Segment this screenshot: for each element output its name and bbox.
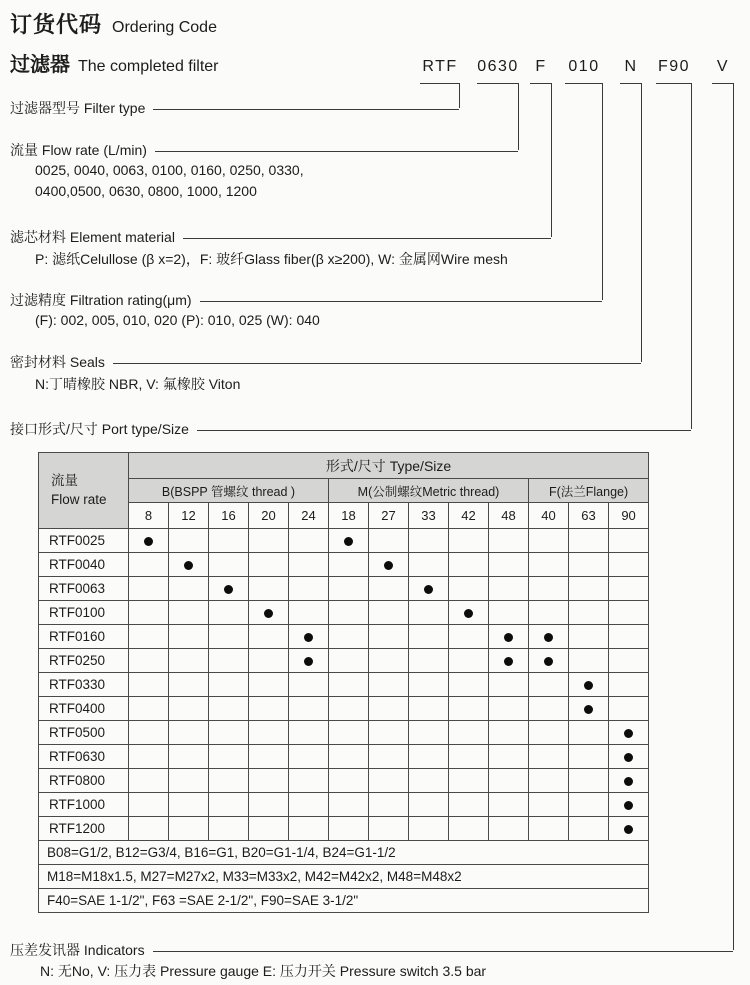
dot-cell bbox=[569, 697, 609, 721]
label-row-indicators bbox=[10, 940, 733, 960]
table-row bbox=[39, 793, 649, 817]
size-header: 8 bbox=[129, 503, 169, 529]
dot-cell bbox=[329, 625, 369, 649]
dot-cell bbox=[369, 673, 409, 697]
seals-detail: N:丁晴橡胶 NBR, V: 氟橡胶 Viton bbox=[35, 376, 241, 392]
dot-cell bbox=[289, 745, 329, 769]
dot-cell bbox=[449, 577, 489, 601]
availability-dot bbox=[384, 561, 393, 570]
dot-cell bbox=[569, 817, 609, 841]
dot-cell bbox=[569, 577, 609, 601]
dot-cell bbox=[329, 721, 369, 745]
dot-cell bbox=[369, 697, 409, 721]
dot-cell bbox=[409, 673, 449, 697]
dot-cell bbox=[489, 601, 529, 625]
availability-dot bbox=[184, 561, 193, 570]
size-header: 12 bbox=[169, 503, 209, 529]
subtitle-zh: 过滤器 bbox=[10, 54, 70, 76]
dot-cell bbox=[529, 601, 569, 625]
availability-dot bbox=[304, 657, 313, 666]
label-row-port bbox=[10, 419, 691, 439]
dot-cell bbox=[409, 529, 449, 553]
model-cell: RTF0400 bbox=[39, 697, 129, 721]
connector-line-indicators bbox=[733, 84, 734, 950]
dot-cell bbox=[249, 553, 289, 577]
dot-cell bbox=[529, 817, 569, 841]
dot-cell bbox=[209, 769, 249, 793]
dot-cell bbox=[209, 817, 249, 841]
dot-cell bbox=[529, 625, 569, 649]
dot-cell bbox=[329, 793, 369, 817]
availability-dot bbox=[584, 681, 593, 690]
dot-cell bbox=[289, 769, 329, 793]
size-header: 24 bbox=[289, 503, 329, 529]
size-header: 27 bbox=[369, 503, 409, 529]
availability-dot bbox=[624, 753, 633, 762]
dot-cell bbox=[249, 697, 289, 721]
dot-cell bbox=[409, 817, 449, 841]
element-material-label: 滤芯材料 Element material bbox=[10, 229, 175, 245]
dot-cell bbox=[249, 529, 289, 553]
dot-cell bbox=[409, 793, 449, 817]
size-header: 20 bbox=[249, 503, 289, 529]
dot-cell bbox=[369, 625, 409, 649]
dot-cell bbox=[449, 553, 489, 577]
dot-cell bbox=[289, 697, 329, 721]
dot-cell bbox=[169, 673, 209, 697]
table-row bbox=[39, 745, 649, 769]
availability-dot bbox=[624, 777, 633, 786]
dot-cell bbox=[489, 793, 529, 817]
dot-cell bbox=[249, 721, 289, 745]
dot-cell bbox=[329, 577, 369, 601]
dot-cell bbox=[449, 625, 489, 649]
dot-cell bbox=[129, 601, 169, 625]
dot-cell bbox=[289, 529, 329, 553]
dot-cell bbox=[609, 529, 649, 553]
dot-cell bbox=[489, 529, 529, 553]
model-cell: RTF0100 bbox=[39, 601, 129, 625]
table-header-row-3 bbox=[39, 503, 649, 529]
table-row bbox=[39, 625, 649, 649]
label-row-seals bbox=[10, 352, 641, 372]
page-title-en: Ordering Code bbox=[112, 19, 217, 36]
code-segment-material: F bbox=[530, 58, 552, 84]
dot-cell bbox=[129, 577, 169, 601]
code-segment-seal: N bbox=[620, 58, 642, 84]
model-cell: RTF0160 bbox=[39, 625, 129, 649]
dot-cell bbox=[329, 769, 369, 793]
flow-rate-header-cell bbox=[39, 453, 129, 529]
dot-cell bbox=[289, 625, 329, 649]
dot-cell bbox=[129, 625, 169, 649]
dot-cell bbox=[249, 745, 289, 769]
availability-dot bbox=[544, 633, 553, 642]
page-title bbox=[10, 8, 217, 39]
dot-cell bbox=[569, 769, 609, 793]
size-header: 16 bbox=[209, 503, 249, 529]
dot-cell bbox=[129, 697, 169, 721]
table-row bbox=[39, 721, 649, 745]
dot-cell bbox=[489, 769, 529, 793]
dot-cell bbox=[569, 745, 609, 769]
dot-cell bbox=[569, 793, 609, 817]
model-cell: RTF1000 bbox=[39, 793, 129, 817]
label-row-filtration-rating bbox=[10, 290, 602, 310]
dot-cell bbox=[289, 673, 329, 697]
table-row bbox=[39, 673, 649, 697]
dot-cell bbox=[609, 817, 649, 841]
dot-cell bbox=[169, 649, 209, 673]
dot-cell bbox=[609, 697, 649, 721]
dot-cell bbox=[569, 673, 609, 697]
table-note-row bbox=[39, 889, 649, 913]
size-header: 33 bbox=[409, 503, 449, 529]
dot-cell bbox=[449, 817, 489, 841]
group-header-metric: M(公制螺纹Metric thread) bbox=[329, 479, 529, 503]
size-header: 90 bbox=[609, 503, 649, 529]
dot-cell bbox=[529, 577, 569, 601]
dot-cell bbox=[489, 721, 529, 745]
dot-cell bbox=[249, 577, 289, 601]
dot-cell bbox=[409, 769, 449, 793]
dot-cell bbox=[609, 769, 649, 793]
dot-cell bbox=[529, 673, 569, 697]
label-row-flow-rate bbox=[10, 140, 518, 160]
code-segment-port: F90 bbox=[656, 58, 692, 84]
group-header-flange: F(法兰Flange) bbox=[529, 479, 649, 503]
dot-cell bbox=[529, 529, 569, 553]
code-segment-indicator: V bbox=[712, 58, 734, 84]
dot-cell bbox=[169, 577, 209, 601]
element-material-detail: P: 滤纸Celullose (β x=2)，F: 玻纤Glass fiber(β x≥200), W: 金属网Wire mesh bbox=[35, 251, 508, 267]
dot-cell bbox=[169, 793, 209, 817]
dot-cell bbox=[129, 745, 169, 769]
dot-cell bbox=[169, 817, 209, 841]
dot-cell bbox=[449, 745, 489, 769]
dot-cell bbox=[489, 625, 529, 649]
connector-line-seals bbox=[641, 84, 642, 362]
dot-cell bbox=[169, 625, 209, 649]
dot-cell bbox=[249, 601, 289, 625]
dot-cell bbox=[609, 745, 649, 769]
code-segment-model: RTF bbox=[420, 58, 460, 84]
dot-cell bbox=[289, 817, 329, 841]
flow-rate-header-zh: 流量 bbox=[51, 473, 78, 489]
dot-cell bbox=[409, 625, 449, 649]
availability-dot bbox=[264, 609, 273, 618]
dot-cell bbox=[529, 553, 569, 577]
availability-dot bbox=[624, 729, 633, 738]
dot-cell bbox=[289, 577, 329, 601]
size-header: 18 bbox=[329, 503, 369, 529]
dot-cell bbox=[449, 793, 489, 817]
connector-line-filter-type bbox=[459, 84, 460, 108]
dot-cell bbox=[369, 817, 409, 841]
dot-cell bbox=[169, 721, 209, 745]
dot-cell bbox=[449, 649, 489, 673]
dot-cell bbox=[409, 601, 449, 625]
dot-cell bbox=[449, 529, 489, 553]
flow-rate-values-line1: 0025, 0040, 0063, 0100, 0160, 0250, 0330, bbox=[35, 162, 304, 178]
dot-cell bbox=[409, 697, 449, 721]
dot-cell bbox=[449, 697, 489, 721]
table-note: M18=M18x1.5, M27=M27x2, M33=M33x2, M42=M42x2, M48=M48x2 bbox=[39, 865, 649, 889]
dot-cell bbox=[129, 769, 169, 793]
dot-cell bbox=[129, 649, 169, 673]
availability-dot bbox=[624, 801, 633, 810]
dot-cell bbox=[169, 529, 209, 553]
dot-cell bbox=[609, 649, 649, 673]
leader-line bbox=[197, 430, 691, 431]
flow-rate-values-line2: 0400,0500, 0630, 0800, 1000, 1200 bbox=[35, 183, 257, 199]
dot-cell bbox=[169, 745, 209, 769]
dot-cell bbox=[129, 553, 169, 577]
flow-rate-label: 流量 Flow rate (L/min) bbox=[10, 142, 147, 158]
dot-cell bbox=[249, 649, 289, 673]
dot-cell bbox=[609, 625, 649, 649]
page-title-zh: 订货代码 bbox=[10, 12, 103, 37]
dot-cell bbox=[209, 793, 249, 817]
dot-cell bbox=[289, 649, 329, 673]
type-size-header: 形式/尺寸 Type/Size bbox=[129, 453, 649, 479]
dot-cell bbox=[609, 553, 649, 577]
table-header-row-1 bbox=[39, 453, 649, 479]
dot-cell bbox=[329, 817, 369, 841]
dot-cell bbox=[529, 721, 569, 745]
dot-cell bbox=[329, 745, 369, 769]
dot-cell bbox=[569, 721, 609, 745]
availability-dot bbox=[224, 585, 233, 594]
table-header-row-2 bbox=[39, 479, 649, 503]
dot-cell bbox=[609, 721, 649, 745]
dot-cell bbox=[609, 673, 649, 697]
dot-cell bbox=[209, 577, 249, 601]
port-size-table bbox=[38, 452, 649, 913]
indicators-detail: N: 无No, V: 压力表 Pressure gauge E: 压力开关 Pressure switch 3.5 bar bbox=[40, 963, 487, 979]
dot-cell bbox=[529, 745, 569, 769]
port-label: 接口形式/尺寸 Port type/Size bbox=[10, 421, 189, 437]
dot-cell bbox=[569, 529, 609, 553]
indicators-label: 压差发讯器 Indicators bbox=[10, 942, 145, 958]
dot-cell bbox=[569, 625, 609, 649]
dot-cell bbox=[529, 793, 569, 817]
label-row-element-material bbox=[10, 227, 551, 247]
dot-cell bbox=[489, 817, 529, 841]
dot-cell bbox=[449, 721, 489, 745]
dot-cell bbox=[449, 673, 489, 697]
dot-cell bbox=[169, 769, 209, 793]
availability-dot bbox=[504, 657, 513, 666]
dot-cell bbox=[249, 673, 289, 697]
dot-cell bbox=[289, 721, 329, 745]
connector-line-element-material bbox=[551, 84, 552, 237]
leader-line bbox=[155, 151, 518, 152]
dot-cell bbox=[329, 601, 369, 625]
dot-cell bbox=[409, 553, 449, 577]
size-header: 42 bbox=[449, 503, 489, 529]
model-cell: RTF0800 bbox=[39, 769, 129, 793]
leader-line bbox=[200, 301, 602, 302]
connector-line-filtration-rating bbox=[602, 84, 603, 300]
seals-label: 密封材料 Seals bbox=[10, 354, 105, 370]
dot-cell bbox=[249, 793, 289, 817]
table-note-row bbox=[39, 841, 649, 865]
dot-cell bbox=[289, 601, 329, 625]
dot-cell bbox=[529, 649, 569, 673]
dot-cell bbox=[329, 697, 369, 721]
dot-cell bbox=[209, 649, 249, 673]
availability-dot bbox=[584, 705, 593, 714]
dot-cell bbox=[129, 721, 169, 745]
dot-cell bbox=[209, 529, 249, 553]
availability-dot bbox=[144, 537, 153, 546]
dot-cell bbox=[129, 529, 169, 553]
dot-cell bbox=[209, 745, 249, 769]
dot-cell bbox=[369, 553, 409, 577]
dot-cell bbox=[369, 577, 409, 601]
filtration-rating-label: 过滤精度 Filtration rating(μm) bbox=[10, 292, 192, 308]
table-row bbox=[39, 697, 649, 721]
dot-cell bbox=[289, 793, 329, 817]
dot-cell bbox=[529, 697, 569, 721]
code-segment-flow: 0630 bbox=[477, 58, 519, 84]
size-header: 63 bbox=[569, 503, 609, 529]
dot-cell bbox=[249, 817, 289, 841]
dot-cell bbox=[409, 649, 449, 673]
connector-line-flow-rate bbox=[518, 84, 519, 150]
group-header-bspp: B(BSPP 管螺纹 thread ) bbox=[129, 479, 329, 503]
table-row bbox=[39, 577, 649, 601]
dot-cell bbox=[609, 577, 649, 601]
dot-cell bbox=[409, 745, 449, 769]
connector-line-port bbox=[691, 84, 692, 429]
model-cell: RTF1200 bbox=[39, 817, 129, 841]
table-note: B08=G1/2, B12=G3/4, B16=G1, B20=G1-1/4, B24=G1-1/2 bbox=[39, 841, 649, 865]
dot-cell bbox=[209, 553, 249, 577]
dot-cell bbox=[489, 577, 529, 601]
flow-rate-header-en: Flow rate bbox=[51, 491, 107, 507]
availability-dot bbox=[544, 657, 553, 666]
size-header: 40 bbox=[529, 503, 569, 529]
availability-dot bbox=[424, 585, 433, 594]
dot-cell bbox=[169, 553, 209, 577]
table-row bbox=[39, 649, 649, 673]
code-segment-rating: 010 bbox=[565, 58, 603, 84]
dot-cell bbox=[489, 673, 529, 697]
dot-cell bbox=[369, 601, 409, 625]
port-size-table-wrapper bbox=[38, 452, 649, 913]
dot-cell bbox=[409, 577, 449, 601]
dot-cell bbox=[569, 553, 609, 577]
model-cell: RTF0040 bbox=[39, 553, 129, 577]
table-row bbox=[39, 817, 649, 841]
dot-cell bbox=[329, 649, 369, 673]
dot-cell bbox=[369, 745, 409, 769]
dot-cell bbox=[609, 793, 649, 817]
leader-line bbox=[183, 238, 551, 239]
model-cell: RTF0500 bbox=[39, 721, 129, 745]
section-subtitle bbox=[10, 48, 219, 77]
dot-cell bbox=[129, 793, 169, 817]
size-header: 48 bbox=[489, 503, 529, 529]
dot-cell bbox=[249, 769, 289, 793]
dot-cell bbox=[489, 649, 529, 673]
dot-cell bbox=[449, 769, 489, 793]
model-cell: RTF0025 bbox=[39, 529, 129, 553]
dot-cell bbox=[329, 673, 369, 697]
dot-cell bbox=[369, 769, 409, 793]
dot-cell bbox=[569, 601, 609, 625]
dot-cell bbox=[169, 697, 209, 721]
dot-cell bbox=[489, 553, 529, 577]
leader-line bbox=[153, 109, 459, 110]
dot-cell bbox=[409, 721, 449, 745]
leader-line bbox=[153, 951, 733, 952]
dot-cell bbox=[489, 745, 529, 769]
dot-cell bbox=[209, 721, 249, 745]
availability-dot bbox=[344, 537, 353, 546]
dot-cell bbox=[369, 529, 409, 553]
dot-cell bbox=[329, 529, 369, 553]
dot-cell bbox=[369, 793, 409, 817]
dot-cell bbox=[209, 601, 249, 625]
dot-cell bbox=[209, 673, 249, 697]
table-row bbox=[39, 529, 649, 553]
table-note-row bbox=[39, 865, 649, 889]
availability-dot bbox=[504, 633, 513, 642]
table-row bbox=[39, 553, 649, 577]
table-row bbox=[39, 769, 649, 793]
dot-cell bbox=[289, 553, 329, 577]
model-cell: RTF0630 bbox=[39, 745, 129, 769]
leader-line bbox=[113, 363, 641, 364]
model-cell: RTF0063 bbox=[39, 577, 129, 601]
filter-type-label: 过滤器型号 Filter type bbox=[10, 100, 146, 116]
table-note: F40=SAE 1-1/2", F63 =SAE 2-1/2", F90=SAE 3-1/2" bbox=[39, 889, 649, 913]
dot-cell bbox=[489, 697, 529, 721]
dot-cell bbox=[209, 625, 249, 649]
availability-dot bbox=[624, 825, 633, 834]
subtitle-en: The completed filter bbox=[78, 58, 219, 75]
dot-cell bbox=[169, 601, 209, 625]
dot-cell bbox=[569, 649, 609, 673]
model-cell: RTF0330 bbox=[39, 673, 129, 697]
filtration-rating-detail: (F): 002, 005, 010, 020 (P): 010, 025 (W): 040 bbox=[35, 312, 320, 328]
dot-cell bbox=[369, 649, 409, 673]
availability-dot bbox=[464, 609, 473, 618]
dot-cell bbox=[449, 601, 489, 625]
dot-cell bbox=[129, 817, 169, 841]
table-row bbox=[39, 601, 649, 625]
model-cell: RTF0250 bbox=[39, 649, 129, 673]
dot-cell bbox=[369, 721, 409, 745]
dot-cell bbox=[329, 553, 369, 577]
dot-cell bbox=[129, 673, 169, 697]
dot-cell bbox=[209, 697, 249, 721]
dot-cell bbox=[249, 625, 289, 649]
dot-cell bbox=[529, 769, 569, 793]
availability-dot bbox=[304, 633, 313, 642]
label-row-filter-type bbox=[10, 98, 459, 118]
dot-cell bbox=[609, 601, 649, 625]
